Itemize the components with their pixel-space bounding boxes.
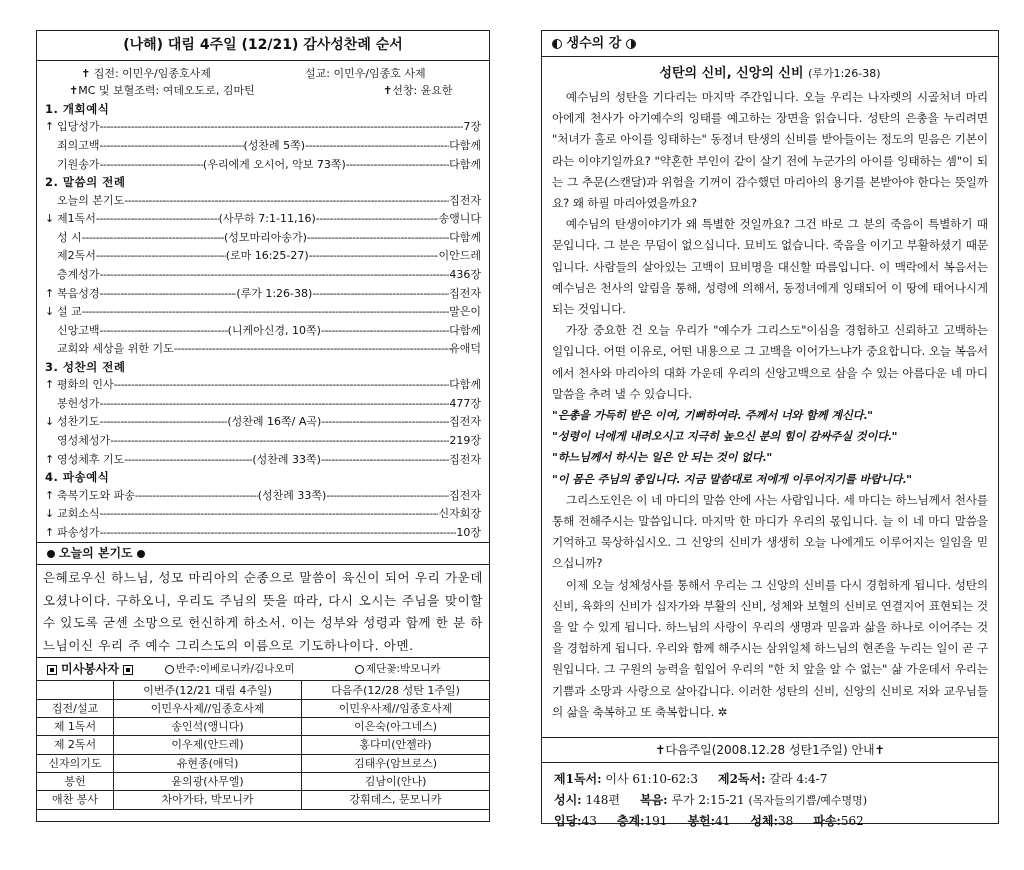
item-name: 제2독서	[57, 249, 96, 263]
liturgy-item	[45, 340, 481, 359]
liturgy-order	[37, 101, 489, 542]
mc-assistants: ✝MC 및 보혈조력: 여데오도로, 김마틴	[69, 84, 255, 97]
item-note: (성모마리아송가)	[223, 230, 307, 244]
item-name: 성 시	[57, 230, 82, 244]
item-leader: 집전자	[449, 452, 481, 466]
square-bullet-icon	[123, 665, 133, 675]
item-name: 죄의고백	[57, 138, 100, 152]
item-leader: 송앵니다	[438, 212, 481, 226]
item-leader: 다함께	[449, 323, 481, 337]
item-name: 오늘의 본기도	[57, 193, 125, 207]
liturgy-item	[45, 229, 481, 248]
posture-arrow-icon: ↑	[45, 286, 55, 300]
item-leader: 다함께	[449, 157, 481, 171]
liturgy-item	[45, 322, 481, 341]
liturgy-item	[45, 303, 481, 322]
posture-arrow-icon: ↑	[45, 488, 55, 502]
liturgy-item	[45, 247, 481, 266]
bullet-icon	[137, 550, 145, 558]
table-row	[37, 718, 489, 736]
liturgy-item	[45, 285, 481, 304]
posture-arrow-icon	[45, 340, 57, 359]
item-leader: 말은이	[449, 305, 481, 319]
item-name: 성찬기도	[57, 415, 100, 429]
posture-arrow-icon	[45, 432, 57, 451]
role: 애찬 봉사	[37, 791, 114, 809]
table-row	[37, 699, 489, 717]
item-name: 기원송가	[57, 157, 100, 171]
posture-arrow-icon	[45, 395, 57, 414]
servers-heading: 미사봉사자 반주:이베로니카/김나오미 제단꽃:박모니카	[37, 657, 489, 680]
liturgy-item	[45, 487, 481, 506]
posture-arrow-icon: ↑	[45, 525, 55, 539]
liturgy-item	[45, 395, 481, 414]
accompanist-note: 반주:이베로니카/김나오미	[165, 658, 295, 680]
posture-arrow-icon	[45, 266, 57, 285]
posture-arrow-icon: ↓	[45, 415, 55, 429]
scripture-quote: "은총을 가득히 받은 이여, 기뻐하여라. 주께서 너와 함께 계신다."	[552, 408, 873, 423]
item-name: 교회소식	[57, 507, 100, 521]
bullet-icon	[47, 550, 55, 558]
next-week-server: 강휘데스, 문모니카	[302, 791, 489, 809]
liturgy-item	[45, 524, 481, 543]
liturgy-item	[45, 266, 481, 285]
item-name: 제1독서	[57, 212, 96, 226]
altar-flowers-note: 제단꽃:박모니카	[355, 658, 441, 680]
service-title: (나해) 대림 4주일 (12/21) 감사성찬례 순서	[37, 31, 489, 61]
item-leader: 유애덕	[449, 342, 481, 356]
item-name: 영성체후 기도	[57, 452, 125, 466]
item-leader: 10장	[456, 525, 481, 539]
section-heading: 4. 파송예식	[45, 470, 110, 485]
this-week-server: 차아가타, 박모니카	[114, 791, 302, 809]
liturgy-item	[45, 505, 481, 524]
half-circle-icon	[626, 39, 636, 49]
item-leader: 다함께	[449, 378, 481, 392]
item-name: 복음성경	[57, 286, 100, 300]
next-week-header: 다음주(12/28 성탄 1주일)	[302, 681, 489, 699]
scripture-quote: "성령이 너에게 내려오시고 지극히 높으신 분의 힘이 감싸주실 것이다."	[552, 429, 898, 444]
posture-arrow-icon	[45, 229, 57, 248]
liturgy-item	[45, 192, 481, 211]
next-readings: 제1독서: 이사 61:10-62:3 제2독서: 갈라 4:4-7	[554, 772, 828, 786]
item-leader: 이안드레	[438, 249, 481, 263]
liturgy-item	[45, 413, 481, 432]
circle-icon	[355, 665, 364, 674]
item-leader: 219장	[449, 434, 481, 448]
item-leader: 신자회장	[438, 507, 481, 521]
item-leader: 7장	[463, 120, 481, 134]
liturgy-item	[45, 376, 481, 395]
sermon-paragraph: 이제 오늘 성체성사를 통해서 우리는 그 신앙의 신비를 다시 경험하게 됩니다. 성탄의 신비, 육화의 신비가 십자가와 부활의 신비, 성체와 보혈의 신비로 연결지어 표현되는 것을 알 수 있게 됩니다. 하느님의 사랑이 우리의 생명과 믿음과 삶을 하나로 이어주는 것을 경험하게 됩니다. 우리와 함께 해주시는 삼위일체 하느님의 현존을 누리는 일이 곧 구원입니다. 그 구원의 능력을 힘입어 우리의 "한 치 앞을 알 수 없는" 삶 가운데서 우리는 기쁨과 소망과 사랑으로 살아갑니다. 이러한 성탄의 신비, 신앙의 신비로 저와 교우님들의 삶을 축복하고 또 축복합니다. ✲	[552, 577, 988, 719]
item-name: 입당성가	[57, 120, 100, 134]
item-leader: 집전자	[449, 488, 481, 502]
table-row	[37, 791, 489, 809]
table-row	[37, 736, 489, 754]
role: 제 2독서	[37, 736, 114, 754]
next-week-server: 이은숙(아그네스)	[302, 718, 489, 736]
sermon	[542, 57, 998, 737]
preacher: 설교: 이민우/임종호 사제	[305, 67, 426, 80]
column-title: 생수의 강	[542, 31, 998, 57]
item-leader: 집전자	[449, 193, 481, 207]
item-note: (루가 1:26-38)	[236, 286, 313, 300]
presider: ✝ 집전: 이민우/임종호사제	[81, 67, 211, 80]
this-week-server: 송인석(앵니다)	[114, 718, 302, 736]
order-of-service-page	[36, 30, 490, 822]
item-leader: 집전자	[449, 415, 481, 429]
posture-arrow-icon	[45, 322, 57, 341]
posture-arrow-icon: ↓	[45, 212, 55, 226]
sermon-paragraph: 가장 중요한 건 오늘 우리가 "예수가 그리스도"이심을 경험하고 신뢰하고 고백하는 일입니다. 어떤 이유로, 어떤 내용으로 그 고백을 이어가느냐가 중요합니다. 오늘 복음서에서 천사와 마리아의 대화 가운데 우리의 신앙고백으로 삼을 수 있는 아름다운 네 마디 말씀을 추려 낼 수 있습니다.	[552, 323, 988, 401]
item-note: (니케아신경, 10쪽)	[227, 323, 321, 337]
item-name: 봉헌성가	[57, 396, 100, 410]
item-note: (우리에게 오시어, 악보 73쪽)	[202, 157, 346, 171]
section-heading: 3. 성찬의 전례	[45, 359, 126, 374]
next-week-info	[542, 763, 998, 832]
service-meta	[37, 61, 489, 101]
half-circle-icon	[552, 39, 562, 49]
posture-arrow-icon	[45, 247, 57, 266]
sermon-body	[552, 87, 988, 723]
item-name: 파송성가	[57, 525, 100, 539]
posture-arrow-icon	[45, 192, 57, 211]
cantor: ✝선창: 윤요한	[383, 84, 453, 97]
this-week-header: 이번주(12/21 대림 4주일)	[114, 681, 302, 699]
liturgy-item	[45, 137, 481, 156]
posture-arrow-icon: ↓	[45, 507, 55, 521]
role: 집전/설교	[37, 699, 114, 717]
item-note: (로마 16:25-27)	[225, 249, 309, 263]
liturgy-item	[45, 432, 481, 451]
section-heading: 2. 말씀의 전례	[45, 175, 126, 190]
next-week-server: 홍다미(안젤라)	[302, 736, 489, 754]
item-name: 교회와 세상을 위한 기도	[57, 342, 174, 356]
item-note: (성찬례 16쪽/ A곡)	[227, 415, 322, 429]
liturgy-item	[45, 156, 481, 175]
sermon-title: 성탄의 신비, 신앙의 신비 (루가1:26-38)	[659, 66, 881, 81]
item-name: 평화의 인사	[57, 378, 114, 392]
table-row	[37, 772, 489, 790]
item-leader: 477장	[449, 396, 481, 410]
scripture-quote: "하느님께서 하시는 일은 안 되는 것이 없다."	[552, 450, 773, 465]
posture-arrow-icon: ↑	[45, 120, 55, 134]
posture-arrow-icon	[45, 156, 57, 175]
item-name: 층계성가	[57, 267, 100, 281]
scripture-quote: "이 몸은 주님의 종입니다. 지금 말씀대로 저에게 이루어지기를 바랍니다."	[552, 471, 912, 486]
sermon-page	[541, 30, 999, 828]
item-name: 축복기도와 파송	[57, 488, 135, 502]
role: 신자의기도	[37, 754, 114, 772]
item-note: (성찬례 33쪽)	[252, 452, 321, 466]
item-leader: 436장	[449, 267, 481, 281]
posture-arrow-icon: ↑	[45, 452, 55, 466]
item-leader: 다함께	[449, 138, 481, 152]
item-note: (성찬례 5쪽)	[243, 138, 306, 152]
circle-icon	[165, 665, 174, 674]
role: 제 1독서	[37, 718, 114, 736]
servers-table	[37, 680, 489, 809]
square-bullet-icon	[47, 665, 57, 675]
liturgy-item	[45, 451, 481, 470]
servers-table-header	[37, 681, 489, 699]
section-heading: 1. 개회예식	[45, 102, 110, 116]
this-week-server: 유현종(애덕)	[114, 754, 302, 772]
item-leader: 집전자	[449, 286, 481, 300]
item-note: (사무하 7:1-11,16)	[218, 212, 316, 226]
table-row	[37, 754, 489, 772]
posture-arrow-icon	[45, 137, 57, 156]
next-week-server: 김남이(안나)	[302, 772, 489, 790]
this-week-server: 이민우사제//임종호사제	[114, 699, 302, 717]
role: 봉헌	[37, 772, 114, 790]
collect-text: 은혜로우신 하느님, 성모 마리아의 순종으로 말씀이 육신이 되어 우리 가운데 오셨나이다. 구하오니, 우리도 주님의 뜻을 따라, 다시 오시는 주님을 맞이할 수 있도록 굳센 소망으로 헌신하게 하소서. 이는 성부와 성령과 함께 한 분 하느님이신 우리 주 예수 그리스도의 이름으로 기도하나이다. 아멘.	[43, 570, 483, 653]
item-name: 영성체성가	[57, 434, 111, 448]
sermon-paragraph: 그리스도인은 이 네 마디의 말씀 안에 사는 사람입니다. 세 마디는 하느님께서 천사를 통해 전해주시는 말씀입니다. 마지막 한 마디가 우리의 몫입니다. 늘 이 네 마디 말씀을 기억하고 묵상하십시오. 그 신앙의 신비가 생생히 오늘 나에게도 이루어지는 일임을 믿으십니까?	[552, 492, 988, 571]
posture-arrow-icon: ↑	[45, 378, 55, 392]
posture-arrow-icon: ↓	[45, 305, 55, 319]
sermon-paragraph: 예수님의 탄생이야기가 왜 특별한 것일까요? 그건 바로 그 분의 죽음이 특별하기 때문입니다. 그 분은 무덤이 없으십니다. 묘비도 없습니다. 죽음을 이기고 부활하셨기 때문입니다. 사람들의 살아있는 고백이 묘비명을 대신할 따름입니다. 이 맥락에서 복음서는 예수님은 천사의 알림을 통해, 성령에 의해서, 동정녀에게 잉태되어 이 땅에 태어나시게 되는 것입니다.	[552, 217, 988, 317]
collect-heading: 오늘의 본기도	[37, 542, 489, 565]
next-week-heading: ✝다음주일(2008.12.28 성탄1주일) 안내✝	[542, 737, 998, 763]
liturgy-item	[45, 118, 481, 137]
item-name: 신앙고백	[57, 323, 100, 337]
item-leader: 다함께	[449, 230, 481, 244]
sermon-paragraph: 예수님의 성탄을 기다리는 마지막 주간입니다. 오늘 우리는 나자렛의 시골처녀 마리아에게 천사가 아기예수의 잉태를 예고하는 장면을 읽습니다. 성탄의 은총을 누리려면 "처녀가 홀로 아이를 잉태하는" 동정녀 탄생의 신비를 받아들이는 정도의 믿음은 기본이라는 이야기일까요? "약혼한 부인이 같이 살기 전에 누군가의 아이를 잉태하는 셈"이 되는 그 추문(스캔달)과 위험을 기꺼이 감수했던 마리아의 용기를 본받아야 한다는 뜻일까요? 왜 하필 마리아였을까요?	[552, 90, 988, 211]
next-week-server: 이민우사제//임종호사제	[302, 699, 489, 717]
sermon-reference: (루가1:26-38)	[808, 67, 881, 80]
item-name: 설 교	[57, 305, 82, 319]
this-week-server: 윤의광(사무엘)	[114, 772, 302, 790]
item-note: (성찬례 33쪽)	[257, 488, 327, 502]
this-week-server: 이우제(안드레)	[114, 736, 302, 754]
liturgy-item	[45, 210, 481, 229]
next-hymns: 입당:43 층계:191 봉헌:41 성체:38 파송:562	[554, 814, 864, 828]
next-psalm-gospel: 성시: 148편 복음: 루가 2:15-21 (목자들의기쁨/예수명명)	[554, 793, 868, 807]
next-week-server: 김태우(암브로스)	[302, 754, 489, 772]
